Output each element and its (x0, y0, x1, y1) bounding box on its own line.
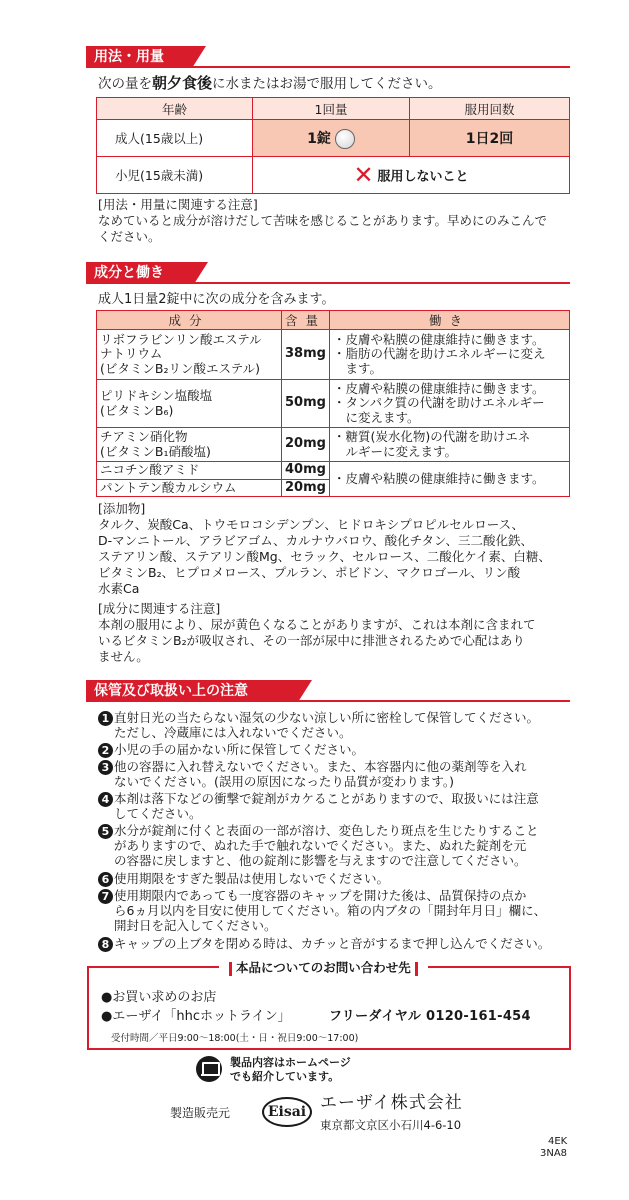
storage-section-header (86, 680, 570, 702)
maker-label: 製造販売元 (170, 1106, 231, 1120)
number-badge-icon: 6 (98, 872, 113, 887)
ingredient-name: パントテン酸カルシウム (97, 479, 282, 497)
homepage-note (230, 1056, 351, 1084)
usage-section-title: 用法・用量 (86, 46, 192, 68)
ingredient-name-line: ナトリウム (100, 346, 163, 362)
tablet-icon (335, 129, 355, 149)
usage-intro (98, 76, 442, 92)
ingredient-work-line: ・糖質(炭水化物)の代謝を助けエネ (333, 429, 531, 444)
ingredient-row (97, 428, 570, 462)
storage-item-line: キャップの上ブタを閉める時は、カチッと音がするまで押し込んでください。 (114, 936, 551, 951)
ingredient-name (97, 380, 282, 428)
dosage-adult-frequency: 1日2回 (410, 120, 570, 157)
ingredient-work-line: ます。 (333, 360, 383, 376)
number-badge-icon: 8 (98, 937, 113, 952)
number-badge-icon: 4 (98, 792, 113, 807)
storage-item (98, 759, 576, 789)
storage-item-line: 使用期限をすぎた製品は使用しないでください。 (114, 871, 390, 886)
storage-item-line: がありますので、ぬれた手で触れないでください。また、ぬれた錠剤を元 (114, 838, 527, 853)
ingredients-header-name: 成分 (97, 311, 282, 330)
ingredient-caution-line: ません。 (98, 649, 149, 664)
storage-item-line: ら6ヵ月以内を目安に使用してください。箱の内ブタの「開封年月日」欄に、 (114, 903, 547, 918)
dosage-header-frequency: 服用回数 (410, 98, 570, 120)
ingredients-section-header (86, 262, 570, 284)
usage-caution-title: [用法・用量に関連する注意] (98, 197, 258, 212)
storage-item (98, 871, 576, 886)
ingredient-caution-line: 本剤の服用により、尿が黄色くなることがありますが、これは本剤に含まれて (98, 617, 536, 632)
storage-item-line: 他の容器に入れ替えないでください。また、本容器内に他の薬剤等を入れ (114, 759, 527, 774)
additive-line: ステアリン酸、ステアリン酸Mg、セラック、セルロース、二酸化ケイ素、白糖、 (98, 549, 551, 564)
ingredient-amount: 20mg (282, 479, 330, 497)
additive-line: ビタミンB₂、ヒプロメロース、プルラン、ポビドン、マクロゴール、リン酸 (98, 565, 521, 580)
ingredient-work-line: に変えます。 (333, 409, 420, 425)
storage-item-line: 使用期限内であっても一度容器のキャップを開けた後は、品質保持の点か (114, 888, 527, 903)
eisai-logo: Eisai (262, 1097, 312, 1127)
contact-box (87, 960, 571, 1050)
ingredient-name (97, 428, 282, 462)
storage-item-line: 直射日光の当たらない湿気の少ない涼しい所に密栓して保管してください。 (114, 710, 540, 725)
number-badge-icon: 3 (98, 760, 113, 775)
ingredient-work-line: ・脂肪の代謝を助けエネルギーに変え (333, 346, 546, 362)
additive-title: [添加物] (98, 501, 146, 516)
usage-caution-line2: ください。 (98, 229, 161, 244)
ingredient-name-line: (ビタミンB₆) (100, 402, 174, 418)
number-badge-icon: 1 (98, 711, 113, 726)
ingredient-work-line: ルギーに変えます。 (333, 443, 458, 459)
storage-item-line: 小児の手の届かない所に保管してください。 (114, 742, 365, 757)
dosage-adult-dose-text: 1錠 (307, 130, 331, 147)
ingredient-work (330, 330, 570, 380)
product-code-2: 3NA8 (540, 1148, 568, 1159)
ingredient-amount: 20mg (282, 428, 330, 462)
company-address: 東京都文京区小石川4-6-10 (320, 1118, 462, 1132)
dosage-child-label: 小児(15歳未満) (97, 157, 253, 194)
storage-item (98, 823, 576, 868)
ingredient-name-line: (ビタミンB₂リン酸エステル) (100, 360, 260, 376)
ingredients-table (96, 310, 570, 497)
dosage-header-age: 年齢 (97, 98, 253, 120)
ingredients-intro: 成人1日量2錠中に次の成分を含みます。 (98, 292, 335, 307)
contact-title: 本品についてのお問い合わせ先 (219, 958, 428, 976)
dosage-table (96, 97, 570, 194)
number-badge-icon: 7 (98, 889, 113, 904)
ingredient-name (97, 330, 282, 380)
storage-item-line: 水分が錠剤に付くと表面の一部が溶け、変色したり斑点を生じたりすること (114, 823, 539, 838)
ingredient-row (97, 380, 570, 428)
storage-item-line: ただし、冷蔵庫には入れないでください。 (114, 725, 352, 740)
contact-hours: 受付時間／平日9:00～18:00(土・日・祝日9:00～17:00) (111, 1033, 359, 1044)
ingredient-name-line: リボフラビンリン酸エステル (100, 331, 262, 347)
number-badge-icon: 2 (98, 743, 113, 758)
computer-icon (196, 1056, 222, 1082)
ingredient-row (97, 330, 570, 380)
storage-item-line: の容器に戻しますと、他の錠剤に影響を与えますので注意してください。 (114, 853, 527, 868)
storage-item-line: ないでください。(誤用の原因になったり品質が変わります。) (114, 774, 455, 789)
ingredient-work (330, 428, 570, 462)
ingredient-work-line: ・皮膚や粘膜の健康維持に働きます。 (333, 380, 545, 396)
product-code-1: 4EK (548, 1136, 568, 1147)
storage-section-title: 保管及び取扱い上の注意 (86, 680, 298, 702)
ingredient-caution-title: [成分に関連する注意] (98, 601, 221, 616)
usage-intro-bold: 朝夕食後 (152, 74, 213, 92)
ingredient-name-line: チアミン硝化物 (100, 429, 188, 444)
usage-caution-line1: なめていると成分が溶けだして苦味を感じることがあります。早めにのみこんで (98, 213, 548, 228)
storage-item-line: してください。 (114, 806, 202, 821)
ingredient-work-line: ・タンパク質の代謝を助けエネルギー (333, 395, 545, 411)
contact-store: ●お買い求めのお店 (101, 990, 217, 1005)
ingredients-section-title: 成分と働き (86, 262, 194, 284)
usage-intro-post: に水またはお湯で服用してください。 (212, 76, 442, 92)
ingredient-work-shared: ・皮膚や粘膜の健康維持に働きます。 (330, 462, 570, 497)
ingredients-header-work: 働き (330, 311, 570, 330)
dosage-header-amount: 1回量 (253, 98, 410, 120)
storage-item (98, 710, 576, 740)
ingredient-work (330, 380, 570, 428)
contact-freedial: フリーダイヤル 0120-161-454 (329, 1009, 531, 1024)
storage-item (98, 888, 576, 933)
dosage-child-note (253, 157, 570, 194)
additive-line: D-マンニトール、アラビアゴム、カルナウバロウ、酸化チタン、三二酸化鉄、 (98, 533, 534, 548)
storage-item-line: 本剤は落下などの衝撃で錠剤がカケることがありますので、取扱いには注意 (114, 791, 539, 806)
storage-item-line: 開封日を記入してください。 (114, 918, 277, 933)
ingredient-name: ニコチン酸アミド (97, 462, 282, 480)
cross-icon: ✕ (353, 161, 374, 189)
usage-section-header (86, 46, 570, 68)
storage-item (98, 742, 576, 757)
homepage-note-line: 製品内容はホームページ (230, 1056, 351, 1069)
usage-intro-pre: 次の量を (98, 76, 152, 92)
additive-line: 水素Ca (98, 581, 140, 596)
dosage-adult-label: 成人(15歳以上) (97, 120, 253, 157)
ingredient-name-line: ピリドキシン塩酸塩 (100, 388, 213, 403)
contact-hotline: ●エーザイ「hhcホットライン」 (101, 1009, 291, 1024)
ingredient-amount: 40mg (282, 462, 330, 480)
ingredient-amount: 38mg (282, 330, 330, 380)
ingredient-row (97, 462, 570, 480)
homepage-note-line: でも紹介しています。 (230, 1070, 340, 1083)
additive-line: タルク、炭酸Ca、トウモロコシデンプン、ヒドロキシプロピルセルロース、 (98, 517, 525, 532)
ingredient-caution-line: いるビタミンB₂が吸収され、その一部が尿中に排泄されるためで心配はあり (98, 633, 525, 648)
storage-item (98, 936, 576, 951)
dosage-adult-dose (253, 120, 410, 157)
ingredient-work-line: ・皮膚や粘膜の健康維持に働きます。 (333, 331, 545, 347)
number-badge-icon: 5 (98, 824, 113, 839)
storage-item (98, 791, 576, 821)
dosage-child-note-text: 服用しないこと (377, 169, 469, 185)
ingredient-name-line: (ビタミンB₁硝酸塩) (100, 443, 211, 459)
company-name: エーザイ株式会社 (320, 1093, 463, 1113)
ingredient-amount: 50mg (282, 380, 330, 428)
ingredients-header-amount: 含量 (282, 311, 330, 330)
